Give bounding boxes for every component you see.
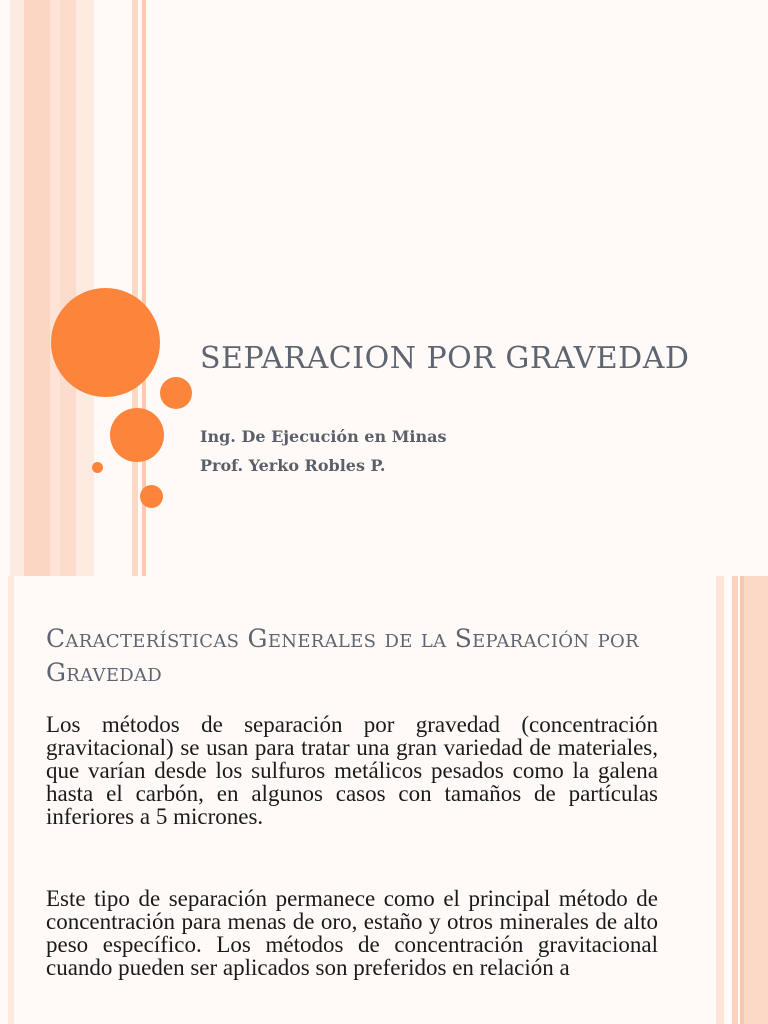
decorative-stripe: [732, 576, 738, 1024]
subtitle-professor: Prof. Yerko Robles P.: [200, 456, 386, 475]
slide-heading: Características Generales de la Separación por Gravedad: [46, 624, 639, 687]
tiny-circle-icon: [92, 462, 103, 473]
subtitle-program: Ing. De Ejecución en Minas: [200, 427, 447, 446]
decorative-stripe: [8, 576, 14, 1024]
decorative-stripe: [744, 576, 768, 1024]
small-circle-icon: [140, 485, 163, 508]
decorative-stripe: [10, 0, 24, 576]
decorative-stripe: [716, 576, 724, 1024]
small-circle-icon: [160, 377, 192, 409]
paragraph-2: Este tipo de separación permanece como el principal método de concentración para menas de oro, estaño y otros minerales de alto peso específico. Los métodos de concentración gravitacional cuando pueden ser aplicados son preferidos en relación a: [46, 886, 658, 980]
decorative-stripe: [132, 0, 138, 576]
large-circle-icon: [51, 288, 160, 397]
decorative-stripe: [50, 0, 60, 576]
paragraph-1: Los métodos de separación por gravedad (concentración gravitacional) se usan para tratar una gran variedad de materiales, que varían desde los sulfuros metálicos pesados como la galena hasta el carbón, en algunos casos con tamaños de partículas inferiores a 5 micrones.: [46, 712, 658, 829]
decorative-stripe: [76, 0, 94, 576]
decorative-stripe: [60, 0, 76, 576]
slide-title: SEPARACION POR GRAVEDAD: [200, 341, 690, 376]
decorative-stripe: [24, 0, 50, 576]
medium-circle-icon: [110, 408, 164, 462]
